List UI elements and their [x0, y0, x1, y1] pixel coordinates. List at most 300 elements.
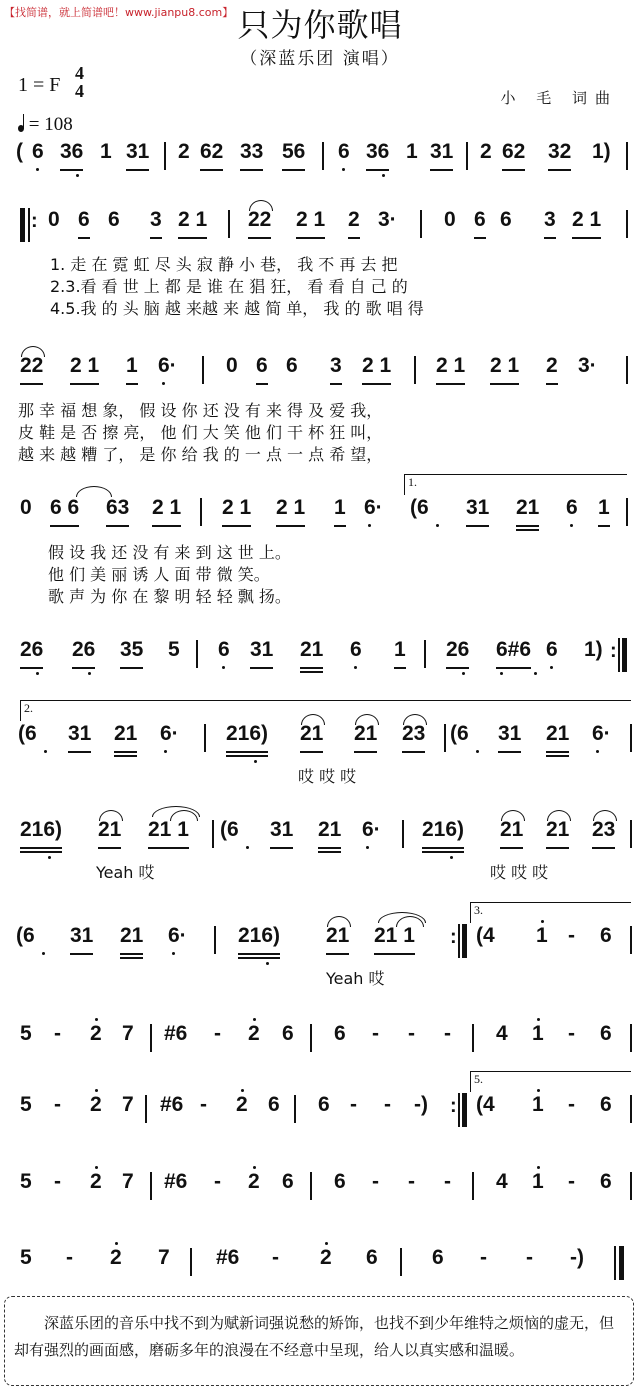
note: 1	[126, 354, 138, 378]
barline	[472, 1024, 474, 1052]
low-octave-dot	[366, 846, 369, 849]
underline	[422, 851, 464, 853]
note: 2	[546, 354, 558, 378]
note: -	[214, 1022, 221, 1045]
note: 21 1	[148, 818, 189, 842]
repeat-end-thin	[458, 1093, 460, 1127]
note: 6·	[362, 818, 381, 842]
note: -	[66, 1246, 73, 1269]
volta-number: 1.	[408, 475, 417, 489]
underline	[20, 851, 62, 853]
underline	[250, 667, 273, 669]
lyric-line: Yeah 哎	[326, 969, 385, 988]
high-octave-dot	[325, 1242, 328, 1245]
high-octave-dot	[241, 1089, 244, 1092]
low-octave-dot	[342, 168, 345, 171]
barline	[294, 1095, 296, 1123]
underline	[318, 847, 341, 849]
repeat-start-thin	[28, 208, 30, 242]
low-octave-dot	[36, 672, 39, 675]
note: 3	[150, 208, 162, 232]
low-octave-dot	[162, 382, 165, 385]
note: 2 1	[222, 496, 251, 520]
note: -	[384, 1093, 391, 1116]
underline	[374, 953, 415, 955]
lyric-line: 那 幸 福 想 象， 假 设 你 还 没 有 来 得 及 爱 我，	[18, 401, 383, 420]
low-octave-dot	[266, 962, 269, 965]
note: 2 1	[436, 354, 465, 378]
note: (6	[16, 924, 35, 948]
lyric-line: 皮 鞋 是 否 擦 亮， 他 们 大 笑 他 们 干 杯 狂 叫，	[18, 423, 383, 442]
note: 31	[466, 496, 489, 520]
note: 3	[330, 354, 342, 378]
note: 21	[318, 818, 341, 842]
note: 2	[320, 1246, 332, 1270]
low-octave-dot	[354, 666, 357, 669]
note: 7	[122, 1093, 134, 1116]
note: 4	[496, 1022, 508, 1045]
underline	[502, 169, 525, 171]
note: 0	[48, 208, 60, 231]
note: 216)	[422, 818, 464, 842]
note: #6	[160, 1093, 184, 1116]
note: 6	[600, 1093, 612, 1116]
underline	[20, 847, 62, 849]
note: -	[568, 1170, 575, 1193]
note: 33	[240, 140, 263, 164]
score-row	[0, 1246, 640, 1296]
underline	[238, 953, 280, 955]
note: 21	[500, 818, 523, 842]
low-octave-dot	[254, 760, 257, 763]
underline	[572, 237, 601, 239]
note: 2 1	[152, 496, 181, 520]
high-octave-dot	[95, 1089, 98, 1092]
note: 36	[60, 140, 83, 164]
underline	[270, 847, 293, 849]
repeat-end-barline	[622, 638, 627, 672]
underline	[282, 169, 305, 171]
underline	[498, 751, 521, 753]
note: -	[408, 1170, 415, 1193]
low-octave-dot	[382, 174, 385, 177]
note: 6·	[160, 722, 179, 746]
note: 5	[20, 1093, 32, 1116]
note: 6	[350, 638, 362, 662]
final-barline	[619, 1246, 624, 1280]
note: 21	[98, 818, 121, 842]
note: 21	[326, 924, 349, 948]
barline	[626, 142, 628, 170]
high-octave-dot	[537, 1089, 540, 1092]
underline	[126, 383, 138, 385]
note: 1	[406, 140, 418, 163]
repeat-dots: :	[450, 926, 457, 948]
barline	[150, 1024, 152, 1052]
repeat-end-thin	[458, 924, 460, 958]
tie-arc	[327, 916, 351, 927]
low-octave-dot	[436, 524, 439, 527]
underline	[256, 383, 268, 385]
underline	[544, 237, 556, 239]
repeat-dots: :	[31, 210, 38, 232]
note: 2 1	[296, 208, 325, 232]
lyric-line: 假 设 我 还 没 有 来 到 这 世 上。	[48, 543, 291, 562]
note: -)	[414, 1093, 428, 1116]
note: 6	[366, 1246, 378, 1269]
note: 5	[20, 1022, 32, 1045]
barline	[212, 820, 214, 848]
low-octave-dot	[42, 952, 45, 955]
volta-bracket	[404, 474, 627, 495]
barline	[190, 1248, 192, 1276]
note: 2	[90, 1022, 102, 1046]
underline	[148, 847, 189, 849]
note: 216)	[226, 722, 268, 746]
note: 7	[122, 1022, 134, 1045]
note: 6	[256, 354, 268, 378]
note: -	[54, 1022, 61, 1045]
low-octave-dot	[164, 750, 167, 753]
note: 2	[480, 140, 492, 163]
note: 6	[500, 208, 512, 231]
barline	[164, 142, 166, 170]
barline	[472, 1172, 474, 1200]
note: 0	[444, 208, 456, 231]
song-title: 只为你歌唱	[237, 6, 403, 44]
note: -	[372, 1170, 379, 1193]
note: 36	[366, 140, 389, 164]
underline	[120, 953, 143, 955]
underline	[120, 957, 143, 959]
repeat-end-thin	[618, 638, 620, 672]
lyric-line: 2.3.看 看 世 上 都 是 谁 在 猖 狂， 看 看 自 己 的	[50, 277, 408, 296]
note: 6	[546, 638, 558, 662]
note: 3	[544, 208, 556, 232]
time-top: 4	[75, 63, 84, 83]
note: 6	[78, 208, 90, 232]
note: 216)	[238, 924, 280, 948]
barline	[630, 1024, 632, 1052]
underline	[70, 953, 93, 955]
underline	[394, 667, 406, 669]
repeat-dots: :	[610, 640, 617, 662]
note: 6·	[592, 722, 611, 746]
volta-number: 3.	[474, 903, 483, 917]
low-octave-dot	[36, 168, 39, 171]
volta-bracket	[470, 1071, 631, 1092]
tempo-marking	[18, 114, 73, 136]
note: 6	[32, 140, 44, 164]
score-row	[0, 208, 640, 258]
low-octave-dot	[500, 672, 503, 675]
note: -	[54, 1093, 61, 1116]
note: 216)	[20, 818, 62, 842]
note: 21 1	[374, 924, 415, 948]
note: 6	[334, 1022, 346, 1045]
note: 6	[282, 1170, 294, 1193]
note: 6	[600, 1170, 612, 1193]
note: 35	[120, 638, 143, 662]
note: (6	[450, 722, 469, 746]
time-signature	[75, 64, 84, 100]
score-row	[0, 638, 640, 688]
underline	[50, 525, 79, 527]
note: 1	[394, 638, 406, 662]
note: 1	[536, 924, 548, 948]
note: 2 1	[490, 354, 519, 378]
note: 31	[498, 722, 521, 746]
note: 1	[532, 1093, 544, 1117]
note: -	[214, 1170, 221, 1193]
score-row	[0, 1170, 640, 1220]
underline	[546, 383, 558, 385]
note: #6	[164, 1022, 188, 1045]
note: 63	[106, 496, 129, 520]
note: 26	[446, 638, 469, 662]
note: 5	[20, 1246, 32, 1269]
barline	[214, 926, 216, 954]
tie-arc	[593, 810, 617, 821]
underline	[354, 751, 377, 753]
underline	[516, 529, 539, 531]
note: 0	[226, 354, 238, 377]
score-row	[0, 903, 640, 974]
underline	[200, 169, 223, 171]
note: 6	[268, 1093, 280, 1116]
underline	[300, 671, 323, 673]
underline	[276, 525, 305, 527]
underline	[152, 525, 181, 527]
note: 2	[90, 1093, 102, 1117]
score-row	[0, 475, 640, 546]
note: #6	[216, 1246, 240, 1269]
underline	[20, 667, 43, 669]
note: 6·	[168, 924, 187, 948]
note: -)	[570, 1246, 584, 1269]
underline	[516, 525, 539, 527]
note: 21	[546, 818, 569, 842]
underline	[348, 237, 360, 239]
note: (4	[476, 1093, 495, 1116]
underline	[106, 525, 129, 527]
underline	[68, 751, 91, 753]
note: 32	[548, 140, 571, 164]
note: 2	[110, 1246, 122, 1270]
low-octave-dot	[246, 846, 249, 849]
note: 6	[432, 1246, 444, 1269]
note: 23	[592, 818, 615, 842]
note: 21	[516, 496, 539, 520]
note: 62	[502, 140, 525, 164]
barline	[150, 1172, 152, 1200]
barline	[626, 356, 628, 384]
note: 2	[90, 1170, 102, 1194]
note: 1	[598, 496, 610, 520]
note: 31	[430, 140, 453, 164]
time-bottom: 4	[75, 81, 84, 101]
barline	[402, 820, 404, 848]
high-octave-dot	[537, 1166, 540, 1169]
underline	[60, 169, 83, 171]
barline	[420, 210, 422, 238]
note: 7	[122, 1170, 134, 1193]
underline	[326, 953, 349, 955]
underline	[248, 237, 271, 239]
note: 21	[120, 924, 143, 948]
underline	[300, 751, 323, 753]
note: -	[200, 1093, 207, 1116]
barline	[626, 498, 628, 526]
lyric-line: Yeah 哎	[96, 863, 155, 882]
note: -	[444, 1022, 451, 1045]
underline	[466, 525, 489, 527]
note: 6 6	[50, 496, 79, 520]
underline	[150, 237, 162, 239]
score-row	[0, 354, 640, 404]
performer: （深蓝乐团 演唱）	[240, 49, 400, 69]
underline	[490, 383, 519, 385]
note: (6	[410, 496, 429, 520]
note: (4	[476, 924, 495, 947]
barline	[145, 1095, 147, 1123]
note: -	[444, 1170, 451, 1193]
note: 26	[20, 638, 43, 662]
note: 6	[334, 1170, 346, 1193]
note: -	[526, 1246, 533, 1269]
lyric-line: 越 来 越 糟 了， 是 你 给 我 的 一 点 一 点 希 望，	[18, 445, 383, 464]
note: 2 1	[276, 496, 305, 520]
repeat-end-barline	[462, 924, 467, 958]
tempo-value: = 108	[28, 114, 73, 135]
note: 31	[126, 140, 149, 164]
underline	[546, 755, 569, 757]
barline	[200, 498, 202, 526]
underline	[436, 383, 465, 385]
note: 21	[114, 722, 137, 746]
underline	[548, 169, 571, 171]
repeat-end-barline	[462, 1093, 467, 1127]
note: 6	[600, 924, 612, 947]
score-row	[0, 140, 640, 190]
volta-bracket	[20, 700, 631, 721]
low-octave-dot	[88, 672, 91, 675]
note: 1)	[592, 140, 611, 163]
high-octave-dot	[253, 1166, 256, 1169]
volta-number: 5.	[474, 1072, 483, 1086]
underline	[98, 847, 121, 849]
low-octave-dot	[476, 750, 479, 753]
underline	[598, 525, 610, 527]
note: 2 1	[70, 354, 99, 378]
note: 6	[566, 496, 578, 520]
commentary-text: 深蓝乐团的音乐中找不到为赋新词强说愁的矫饰，也找不到少年维特之烦恼的虚无，但却有强烈的画面感，磨砺多年的浪漫在不经意中呈现，给人以真实感和温暖。	[14, 1314, 615, 1359]
note: 23	[402, 722, 425, 746]
repeat-dots: :	[450, 1095, 457, 1117]
barline	[630, 1095, 632, 1123]
note: 6	[286, 354, 298, 377]
note: 1	[334, 496, 346, 520]
high-octave-dot	[115, 1242, 118, 1245]
barline	[204, 724, 206, 752]
quarter-note-icon	[18, 125, 24, 132]
low-octave-dot	[48, 856, 51, 859]
note: 2 1	[362, 354, 391, 378]
note: 26	[72, 638, 95, 662]
underline	[178, 237, 207, 239]
barline	[196, 640, 198, 668]
note: 21	[300, 638, 323, 662]
repeat-start-barline	[20, 208, 25, 242]
underline	[318, 851, 341, 853]
underline	[362, 383, 391, 385]
note: 4	[496, 1170, 508, 1193]
barline	[630, 926, 632, 954]
underline	[474, 237, 486, 239]
site-watermark: 【找简谱，就上简谱吧！www.jianpu8.com】	[4, 6, 234, 19]
tie-arc	[547, 810, 571, 821]
underline	[70, 383, 99, 385]
note: 31	[68, 722, 91, 746]
note: #6	[164, 1170, 188, 1193]
underline	[72, 667, 95, 669]
final-thin	[614, 1246, 616, 1280]
tie-arc	[501, 810, 525, 821]
note: 1)	[584, 638, 603, 661]
underline	[226, 755, 268, 757]
note: 22	[248, 208, 271, 232]
note: -	[568, 924, 575, 947]
high-octave-dot	[253, 1018, 256, 1021]
lyric-line: 1. 走 在 霓 虹 尽 头 寂 静 小 巷， 我 不 再 去 把	[50, 255, 398, 274]
note: 6·	[158, 354, 177, 378]
underline	[500, 847, 523, 849]
underline	[334, 525, 346, 527]
note: 6#6	[496, 638, 531, 662]
note: (6	[220, 818, 239, 842]
underline	[366, 169, 389, 171]
note: -	[480, 1246, 487, 1269]
lyric-line: 4.5.我 的 头 脑 越 来越 来 越 简 单， 我 的 歌 唱 得	[50, 299, 424, 318]
note: 2	[236, 1093, 248, 1117]
note: 31	[270, 818, 293, 842]
lyric-line: 哎 哎 哎	[490, 863, 549, 882]
note: 6	[600, 1022, 612, 1045]
barline	[310, 1172, 312, 1200]
underline	[78, 237, 90, 239]
note: 0	[20, 496, 32, 519]
note: 2	[248, 1170, 260, 1194]
note: 6	[338, 140, 350, 164]
barline	[444, 724, 446, 752]
tie-arc	[76, 486, 112, 497]
note: 6	[318, 1093, 330, 1116]
note: 2	[178, 140, 190, 163]
underline	[446, 667, 469, 669]
note: 21	[354, 722, 377, 746]
underline	[330, 383, 342, 385]
score-row	[0, 1022, 640, 1072]
tie-arc	[99, 810, 123, 821]
note: -	[372, 1022, 379, 1045]
note: 62	[200, 140, 223, 164]
low-octave-dot	[570, 524, 573, 527]
barline	[630, 820, 632, 848]
underline	[114, 751, 137, 753]
tie-arc	[249, 200, 273, 211]
underline	[296, 237, 325, 239]
low-octave-dot	[44, 750, 47, 753]
